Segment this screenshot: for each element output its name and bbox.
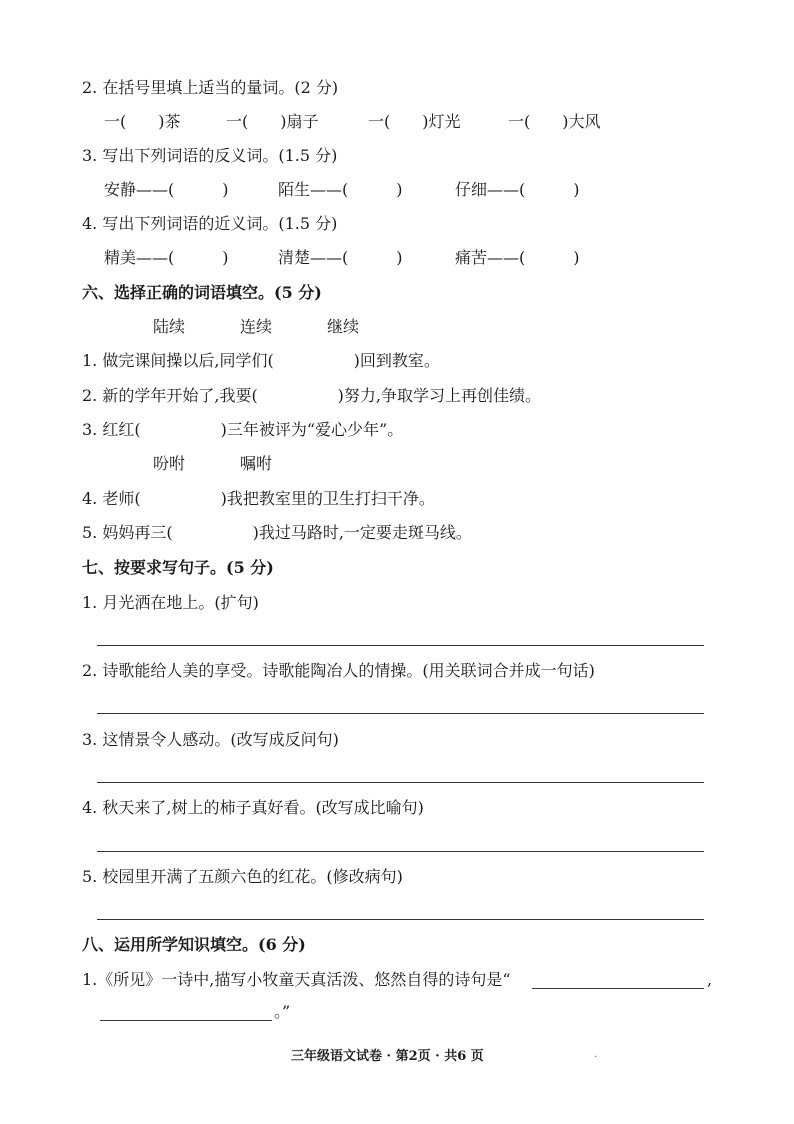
sec6-option-4: 吩咐 <box>153 454 186 473</box>
answer-line-1[interactable] <box>97 645 704 646</box>
sec8-q1-prefix: 1.《所见》一诗中,描写小牧童天真活泼、悠然自得的诗句是“ <box>82 970 511 989</box>
q3-item-2[interactable]: 陌生——( ) <box>278 180 403 199</box>
section-8-title: 八、运用所学知识填空。(6 分) <box>82 935 306 954</box>
sec6-q2[interactable]: 2. 新的学年开始了,我要( )努力,争取学习上再创佳绩。 <box>82 386 542 405</box>
sec6-q3[interactable]: 3. 红红( )三年被评为“爱心少年”。 <box>82 420 404 439</box>
answer-line-3[interactable] <box>97 782 704 783</box>
sec6-option-5: 嘱咐 <box>240 454 273 473</box>
answer-line-2[interactable] <box>97 713 704 714</box>
sec7-q3: 3. 这情景令人感动。(改写成反问句) <box>82 730 339 749</box>
sec8-q1-comma: , <box>707 970 713 989</box>
sec7-q4: 4. 秋天来了,树上的柿子真好看。(改写成比喻句) <box>82 798 424 817</box>
q4-item-3[interactable]: 痛苦——( ) <box>455 248 580 267</box>
sec6-option-2: 连续 <box>240 317 273 336</box>
sec6-q4[interactable]: 4. 老师( )我把教室里的卫生打扫干净。 <box>82 489 435 508</box>
q3-item-1[interactable]: 安静——( ) <box>104 180 229 199</box>
section-6-title: 六、选择正确的词语填空。(5 分) <box>82 283 322 302</box>
sec7-q5: 5. 校园里开满了五颜六色的红花。(修改病句) <box>82 867 403 886</box>
q4-item-1[interactable]: 精美——( ) <box>104 248 229 267</box>
sec8-q1-blank-2[interactable] <box>100 1020 272 1021</box>
q2-title: 2. 在括号里填上适当的量词。(2 分) <box>82 78 339 97</box>
q3-item-3[interactable]: 仔细——( ) <box>455 180 580 199</box>
sec7-q1: 1. 月光洒在地上。(扩句) <box>82 593 259 612</box>
answer-line-5[interactable] <box>97 919 704 920</box>
scan-dot: . <box>594 1049 598 1060</box>
q2-item-2[interactable]: 一( )扇子 <box>226 112 319 131</box>
q2-item-3[interactable]: 一( )灯光 <box>368 112 461 131</box>
answer-line-4[interactable] <box>97 851 704 852</box>
sec6-q1[interactable]: 1. 做完课间操以后,同学们( )回到教室。 <box>82 351 440 370</box>
sec6-option-1: 陆续 <box>153 317 186 336</box>
q4-item-2[interactable]: 清楚——( ) <box>278 248 403 267</box>
sec7-q2: 2. 诗歌能给人美的享受。诗歌能陶冶人的情操。(用关联词合并成一句话) <box>82 661 595 680</box>
sec6-q5[interactable]: 5. 妈妈再三( )我过马路时,一定要走斑马线。 <box>82 523 472 542</box>
q2-item-1[interactable]: 一( )茶 <box>104 112 181 131</box>
q2-item-4[interactable]: 一( )大风 <box>508 112 601 131</box>
q3-title: 3. 写出下列词语的反义词。(1.5 分) <box>82 146 338 165</box>
page-footer: 三年级语文试卷 · 第2页 · 共6 页 <box>291 1049 484 1064</box>
sec8-q1-blank-1[interactable] <box>532 988 704 989</box>
sec6-option-3: 继续 <box>327 317 360 336</box>
q4-title: 4. 写出下列词语的近义词。(1.5 分) <box>82 214 338 233</box>
section-7-title: 七、按要求写句子。(5 分) <box>82 558 274 577</box>
sec8-q1-end: 。” <box>274 1002 291 1021</box>
